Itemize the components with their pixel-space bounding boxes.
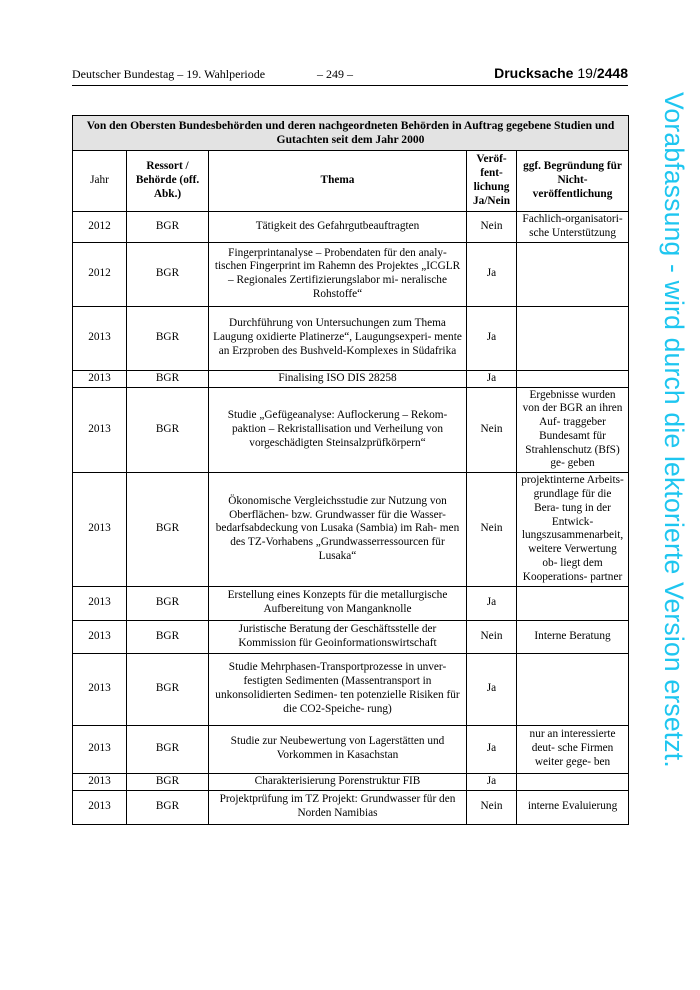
cell-begruendung: Ergebnisse wurden von der BGR an ihren Auf- traggeber Bundesamt für Strahlenschutz (BfS) ge- geben [517, 387, 629, 473]
cell-veroeff: Ja [467, 773, 517, 790]
cell-ressort: BGR [127, 620, 209, 653]
doc-number: 2448 [596, 65, 628, 81]
cell-veroeff: Nein [467, 212, 517, 243]
cell-veroeff: Nein [467, 620, 517, 653]
cell-ressort: BGR [127, 370, 209, 387]
cell-ressort: BGR [127, 725, 209, 773]
table-row [73, 653, 629, 725]
col-header-veroeffentlichung: Veröf- fent- lichung Ja/Nein [467, 151, 517, 212]
page-number: – 249 – [317, 67, 353, 81]
table-row [73, 725, 629, 773]
table-row [73, 370, 629, 387]
table-row [73, 242, 629, 306]
cell-year: 2013 [73, 370, 127, 387]
cell-year: 2013 [73, 725, 127, 773]
cell-thema: Juristische Beratung der Geschäftsstelle der Kommission für Geoinformationswirtschaft [209, 620, 467, 653]
cell-veroeff: Ja [467, 586, 517, 620]
cell-begruendung: Fachlich-organisatori- sche Unterstützung [517, 212, 629, 243]
cell-year: 2013 [73, 473, 127, 586]
cell-begruendung: projektinterne Arbeits- grundlage für die Bera- tung in der Entwick- lungszusammenarbeit, weitere Verwertung ob- liegt dem Kooperations- partner [517, 473, 629, 586]
cell-veroeff: Ja [467, 242, 517, 306]
cell-ressort: BGR [127, 306, 209, 370]
table-title: Von den Obersten Bundesbehörden und deren nachgeordneten Behörden in Auftrag gegebene Studien und Gutachten seit dem Jahr 2000 [73, 116, 629, 151]
cell-veroeff: Ja [467, 653, 517, 725]
col-header-ressort: Ressort / Behörde (off. Abk.) [127, 151, 209, 212]
cell-year: 2012 [73, 242, 127, 306]
cell-year: 2013 [73, 790, 127, 824]
cell-begruendung: nur an interessierte deut- sche Firmen weiter gege- ben [517, 725, 629, 773]
cell-veroeff: Nein [467, 387, 517, 473]
cell-thema: Projektprüfung im TZ Projekt: Grundwasser für den Norden Namibias [209, 790, 467, 824]
cell-year: 2013 [73, 306, 127, 370]
cell-thema: Finalising ISO DIS 28258 [209, 370, 467, 387]
col-header-year: Jahr [73, 151, 127, 212]
cell-veroeff: Ja [467, 306, 517, 370]
cell-year: 2013 [73, 653, 127, 725]
cell-ressort: BGR [127, 473, 209, 586]
doc-label: Drucksache [494, 65, 574, 81]
table-row [73, 306, 629, 370]
page-header [72, 67, 628, 86]
cell-ressort: BGR [127, 212, 209, 243]
cell-begruendung [517, 306, 629, 370]
table-row [73, 790, 629, 824]
table-row [73, 586, 629, 620]
cell-begruendung [517, 370, 629, 387]
cell-ressort: BGR [127, 586, 209, 620]
cell-begruendung [517, 242, 629, 306]
cell-begruendung: Interne Beratung [517, 620, 629, 653]
cell-veroeff: Nein [467, 790, 517, 824]
cell-year: 2013 [73, 773, 127, 790]
draft-watermark: Vorabfassung - wird durch die lektorierte Version ersetzt. [659, 92, 689, 768]
cell-veroeff: Nein [467, 473, 517, 586]
table-row [73, 473, 629, 586]
cell-thema: Studie Mehrphasen-Transportprozesse in unver- festigten Sedimenten (Massentransport in unkonsolidierten Sedimen- ten potenzielle Risiken für die CO2-Speiche- rung) [209, 653, 467, 725]
doc-prefix: 19/ [577, 65, 597, 81]
parliament-label: Deutscher Bundestag – 19. Wahlperiode [72, 67, 266, 81]
cell-begruendung [517, 586, 629, 620]
cell-thema: Charakterisierung Porenstruktur FIB [209, 773, 467, 790]
cell-ressort: BGR [127, 790, 209, 824]
document-number [494, 65, 628, 81]
table-row [73, 620, 629, 653]
studies-table [72, 115, 629, 825]
cell-thema: Tätigkeit des Gefahrgutbeauftragten [209, 212, 467, 243]
cell-year: 2013 [73, 387, 127, 473]
cell-begruendung [517, 773, 629, 790]
cell-year: 2013 [73, 586, 127, 620]
cell-begruendung [517, 653, 629, 725]
cell-thema: Durchführung von Untersuchungen zum Thema Laugung oxidierte Platinerze“, Laugungsexperi- mente an Erzproben des Bushveld-Komplexes in Südafrika [209, 306, 467, 370]
cell-year: 2013 [73, 620, 127, 653]
cell-year: 2012 [73, 212, 127, 243]
cell-ressort: BGR [127, 242, 209, 306]
cell-thema: Ökonomische Vergleichsstudie zur Nutzung von Oberflächen- bzw. Grundwasser für die Wasser- bedarfsabdeckung von Lusaka (Sambia) im Rah- men des TZ-Vorhabens „Grundwasserressourcen für Lusaka“ [209, 473, 467, 586]
table-row [73, 773, 629, 790]
cell-veroeff: Ja [467, 725, 517, 773]
cell-ressort: BGR [127, 387, 209, 473]
col-header-thema: Thema [209, 151, 467, 212]
cell-thema: Studie „Gefügeanalyse: Auflockerung – Rekom- paktion – Rekristallisation und Verheilung von vorgeschädigten Steinsalzprüfkörpern“ [209, 387, 467, 473]
cell-begruendung: interne Evaluierung [517, 790, 629, 824]
cell-veroeff: Ja [467, 370, 517, 387]
cell-thema: Studie zur Neubewertung von Lagerstätten und Vorkommen in Kasachstan [209, 725, 467, 773]
cell-ressort: BGR [127, 653, 209, 725]
table-row [73, 387, 629, 473]
table-row [73, 212, 629, 243]
col-header-begruendung: ggf. Begründung für Nicht- veröffentlichung [517, 151, 629, 212]
cell-thema: Fingerprintanalyse – Probendaten für den analy- tischen Fingerprint im Rahemn des Projektes „ICGLR – Regionales Zertifizierungslabor mi- neralische Rohstoffe“ [209, 242, 467, 306]
cell-ressort: BGR [127, 773, 209, 790]
cell-thema: Erstellung eines Konzepts für die metallurgische Aufbereitung von Manganknolle [209, 586, 467, 620]
